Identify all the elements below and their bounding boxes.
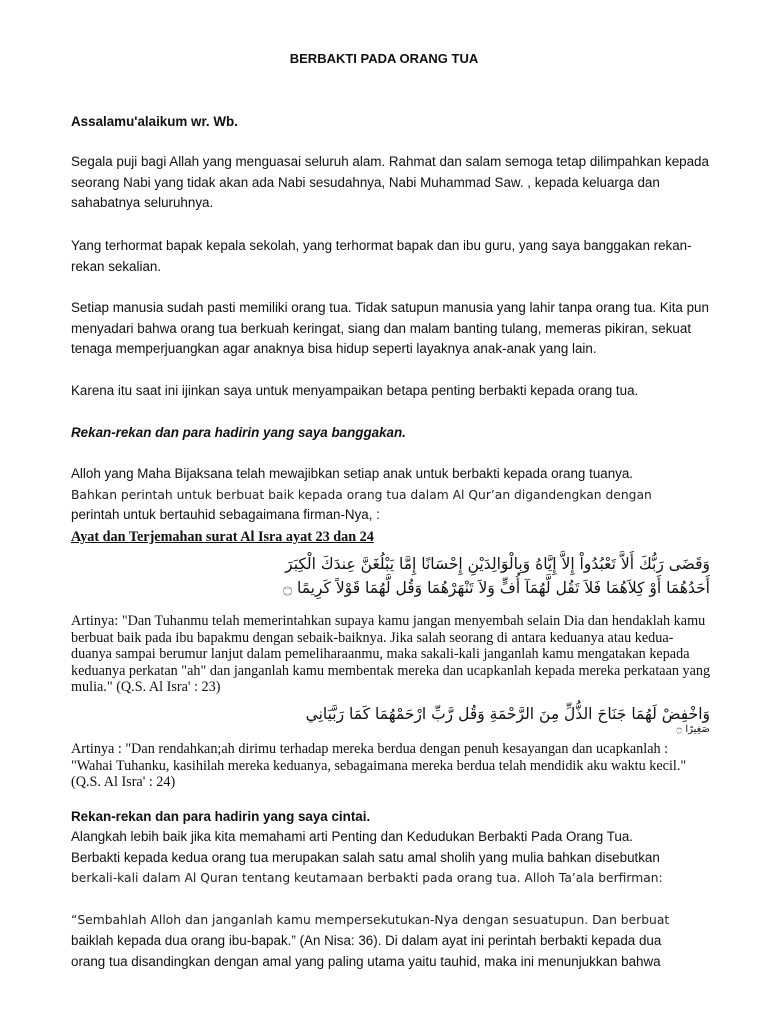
orang-tua-paragraph: Setiap manusia sudah pasti memiliki orang tua. Tidak satupun manusia yang lahir tanpa orang tua. Kita pun menyadari bahwa orang tua berkuah keringat, siang dan malam banting tulang, memeras pikiran, sekuat tenaga memperjuangkan agar anaknya bisa hidup seperti layaknya anak-anak yang lain. [71,300,709,357]
quote-line-3: orang tua disandingkan dengan amal yang paling utama yaitu tauhid, maka ini menunjukkan bahwa [71,954,661,969]
section-heading-cintai: Rekan-rekan dan para hadirin yang saya cintai. [71,809,371,824]
section-heading-banggakan: Rekan-rekan dan para hadirin yang saya banggakan. [71,425,406,440]
intention-paragraph: Karena itu saat ini ijinkan saya untuk menyampaikan betapa penting berbakti kepada orang tua. [71,383,639,398]
translation-verse-23: Artinya: "Dan Tuhanmu telah memerintahkan supaya kamu jangan menyembah selain Dia dan hendaklah kamu berbuat baik pada ibu bapakmu dengan sebaik-baiknya. Jika salah seorang di antara keduanya atau kedua-duanya sampai berumur lanjut dalam pemeliharaanmu, maka sakali-kali janganlah kamu mengatakan kepada keduanya perkatan "ah" dan janganlah kamu membentak mereka dan ucapkanlah kepada mereka perkataan yang mulia." (Q.S. Al Isra' : 23) [71,613,711,696]
quote-line-1: “Sembahlah Alloh dan janganlah kamu mempersekutukan-Nya dengan sesuatupun. Dan berbuat [71,913,670,927]
quote-line-2: baiklah kepada dua orang ibu-bapak.” (An Nisa: 36). Di dalam ayat ini perintah berbakti kepada dua [71,933,662,948]
opening-paragraph: Segala puji bagi Allah yang menguasai seluruh alam. Rahmat dan salam semoga tetap dilimpahkan kepada seorang Nabi yang tidak akan ada Nabi sesudahnya, Nabi Muhammad Saw. , kepada keluarga dan sahabatnya seluruhnya. [71,154,709,211]
salutation-paragraph: Yang terhormat bapak kepala sekolah, yang terhormat bapak dan ibu guru, yang saya banggakan rekan-rekan sekalian. [71,238,692,274]
firman-line: perintah untuk bertauhid sebagaimana firman-Nya, : [71,507,380,522]
document-title: BERBAKTI PADA ORANG TUA [289,51,479,66]
ayat-heading: Ayat dan Terjemahan surat Al Isra ayat 23 dan 24 [71,529,374,545]
arabic-verse-23-line-2: أَحَدُهُمَا أَوْ كِلاَهُمَا فَلاَ تَقُل لَّهُمَآ أُفٍّ وَلاَ تَنْهَرْهُمَا وَقُل لَّهُمَا قَوْلاً كَرِيمًا ۝ [282,579,710,597]
berbakti-line: Berbakti kepada kedua orang tua merupakan salah satu amal sholih yang mulia bahkan disebutkan [71,850,660,865]
translation-verse-24: Artinya : "Dan rendahkan;ah dirimu terhadap mereka berdua dengan penuh kesayangan dan ucapkanlah : "Wahai Tuhanku, kasihilah mereka keduanya, sebagaimana mereka berdua telah mendidik aku waktu kecil." (Q.S. Al Isra' : 24) [71,741,687,791]
alloh-paragraph: Alloh yang Maha Bijaksana telah mewajibkan setiap anak untuk berbakti kepada orang tuanya. [71,466,634,481]
arabic-verse-23-line-1: وَقَضَى رَبُّكَ أَلاَّ تَعْبُدُواْ إِلاَّ إِيَّاهُ وَبِالْوَالِدَيْنِ إِحْسَانًا إِمَّا يَبْلُغَنَّ عِندَكَ الْكِبَرَ [285,555,710,573]
greeting: Assalamu'alaikum wr. Wb. [71,114,238,129]
berkali-line: berkali-kali dalam Al Quran tentang keutamaan berbakti pada orang tua. Alloh Ta’ala berfirman: [71,871,663,885]
arti-penting-line: Alangkah lebih baik jika kita memahami arti Penting dan Kedudukan Berbakti Pada Orang Tua. [71,829,634,844]
arabic-verse-24-line-2: صَغِيرًا ۝ [676,724,710,735]
bahkan-line: Bahkan perintah untuk berbuat baik kepada orang tua dalam Al Qur’an digandengkan dengan [71,488,652,502]
arabic-verse-24-line-1: وَاخْفِضْ لَهُمَا جَنَاحَ الذُّلِّ مِنَ الرَّحْمَةِ وَقُل رَّبِّ ارْحَمْهُمَا كَمَا رَبَّيَانِي [305,705,710,723]
